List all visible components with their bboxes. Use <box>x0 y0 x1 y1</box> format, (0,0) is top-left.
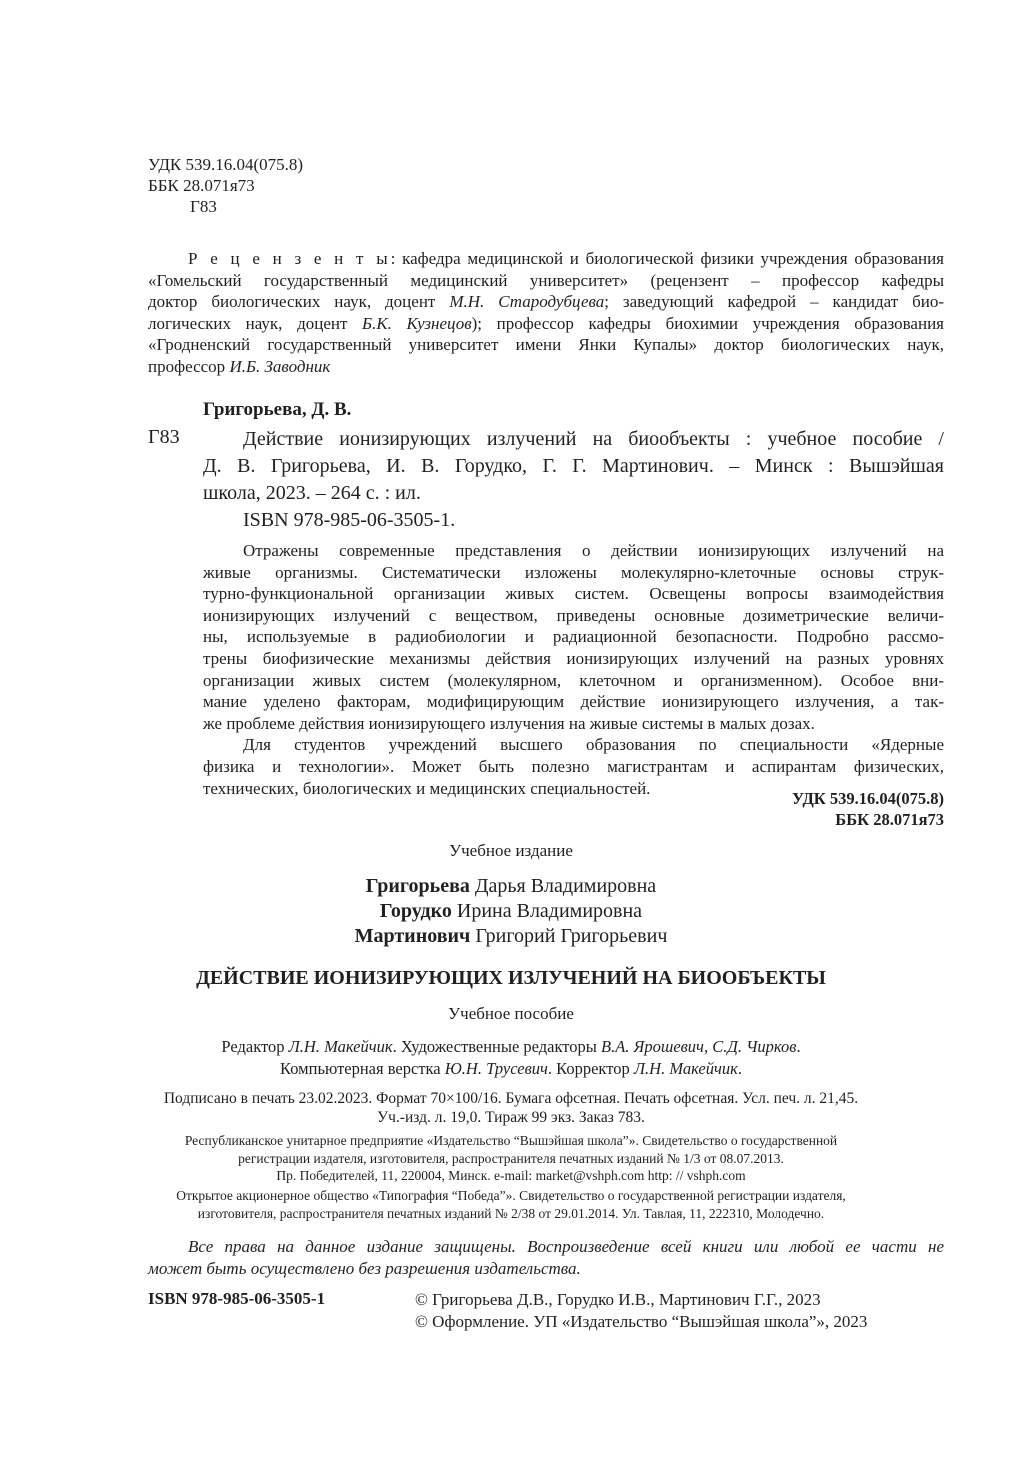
annotation-line: мание уделено факторам, модифицирующим действие ионизирующего излучения, а так- <box>203 692 944 712</box>
author-full: Григорьева Дарья Владимировна <box>365 875 657 897</box>
author-full: Горудко Ирина Владимировна <box>379 900 643 922</box>
reviewers-label: Р е ц е н з е н т ы <box>188 249 391 268</box>
annotation-line: Для студентов учреждений высшего образования по специальности «Ядерные <box>243 735 944 755</box>
udk-code: УДК 539.16.04(075.8) <box>148 155 304 174</box>
publisher-line: Пр. Победителей, 11, 220004, Минск. e-mail: market@vshph.com http: // vshph.com <box>276 1168 746 1183</box>
print-info-line: Уч.-изд. л. 19,0. Тираж 99 экз. Заказ 783. <box>377 1109 645 1126</box>
reviewers-line: профессор И.Б. Заводник <box>148 356 331 376</box>
catalog-title-block <box>203 426 944 534</box>
annotation-line: живые организмы. Систематически изложены молекулярно-клеточные основы струк- <box>203 562 944 582</box>
printer-line: изготовителя, распространителя печатных изданий № 2/38 от 29.01.2014. Ул. Тавлая, 11, 222310, Молодечно. <box>197 1205 825 1221</box>
copyright-line: © Григорьева Д.В., Горудко И.В., Мартинович Г.Г., 2023 <box>415 1290 821 1309</box>
catalog-title-line: Действие ионизирующих излучений на биообъекты : учебное пособие / <box>243 428 944 450</box>
rights-line: может быть осуществлено без разрешения издательства. <box>148 1258 581 1278</box>
reviewer-name: М.Н. Стародубцева <box>449 292 605 311</box>
book-title: ДЕЙСТВИЕ ИОНИЗИРУЮЩИХ ИЗЛУЧЕНИЙ НА БИООБЪЕКТЫ <box>196 967 826 989</box>
reviewer-name: Б.К. Кузнецов <box>362 313 472 333</box>
catalog-title-line: Д. В. Григорьева, И. В. Горудко, Г. Г. Мартинович. – Минск : Вышэйшая <box>203 455 944 477</box>
editors-line: Компьютерная верстка Ю.Н. Трусевич. Корректор Л.Н. Макейчик. <box>280 1059 742 1078</box>
annotation-line: трены биофизические механизмы действия ионизирующих излучений на разных уровнях <box>203 648 944 668</box>
index-block-right <box>792 788 944 830</box>
edition-type: Учебное издание <box>449 841 573 860</box>
reviewers-line: логических наук, доцент Б.К. Кузнецов); профессор кафедры биохимии учреждения образования <box>148 313 944 333</box>
annotation-line: ионизирующих излучений с веществом, приведены основные дозиметрические величи- <box>203 605 944 625</box>
reviewers-line: Р е ц е н з е н т ы: кафедра медицинской и биологической физики учреждения образования <box>188 249 945 268</box>
print-info-line: Подписано в печать 23.02.2023. Формат 70×100/16. Бумага офсетная. Печать офсетная. Усл. печ. л. 21,45. <box>163 1090 859 1107</box>
annotation-line: ны, используемые в радиобиологии и радиационной безопасности. Подробно рассмо- <box>203 627 944 647</box>
copyright-line: © Оформление. УП «Издательство “Вышэйшая школа”», 2023 <box>415 1312 868 1331</box>
author-mark: Г83 <box>190 197 217 216</box>
reviewer-name: И.Б. Заводник <box>229 356 331 376</box>
reviewers-line: «Гомельский государственный медицинский университет» (рецензент – профессор кафедры <box>148 270 944 290</box>
catalog-isbn: ISBN 978-985-06-3505-1. <box>243 509 456 531</box>
publisher-info <box>0 1132 1022 1185</box>
annotation-line: технических, биологических и медицинских специальностей. <box>203 778 651 798</box>
publisher-line: Республиканское унитарное предприятие «Издательство “Вышэйшая школа”». Свидетельство о государственной <box>184 1133 838 1148</box>
bbk-code: ББК 28.071я73 <box>148 176 255 195</box>
print-info <box>0 1089 1022 1127</box>
copyright-block <box>415 1289 867 1333</box>
author-full: Мартинович Григорий Григорьевич <box>354 925 668 947</box>
annotation-line: физика и технологии». Может быть полезно магистрантам и аспирантам физических, <box>203 756 944 776</box>
editors-line: Редактор Л.Н. Макейчик. Художественные редакторы В.А. Ярошевич, С.Д. Чирков. <box>221 1037 801 1056</box>
reviewers-line: «Гродненский государственный университет имени Янки Купалы» доктор биологических наук, <box>148 335 944 354</box>
annotation-line: турно-функциональной организации живых систем. Освещены вопросы взаимодействия <box>203 584 944 604</box>
printer-info <box>0 1187 1022 1222</box>
annotation-line: же проблеме действия ионизирующего излучения на живые системы в малых дозах. <box>203 713 815 733</box>
annotation-block <box>203 540 944 799</box>
rights-line: Все права на данное издание защищены. Воспроизведение всей книги или любой ее части не <box>188 1237 944 1256</box>
udk-code-right: УДК 539.16.04(075.8) <box>792 789 944 808</box>
catalog-author: Григорьева, Д. В. <box>203 399 352 420</box>
isbn-bold: ISBN 978-985-06-3505-1 <box>148 1289 326 1308</box>
book-subtype: Учебное пособие <box>448 1004 574 1023</box>
catalog-title-line: школа, 2023. – 264 с. : ил. <box>203 482 421 504</box>
rights-notice <box>148 1236 944 1279</box>
annotation-line: Отражены современные представления о действии ионизирующих излучений на <box>243 541 944 560</box>
index-block <box>148 154 303 217</box>
annotation-line: организации живых систем (молекулярном, клеточном и организменном). Особое вни- <box>203 670 944 690</box>
printer-line: Открытое акционерное общество «Типография “Победа”». Свидетельство о государственной регистрации издателя, <box>176 1188 846 1203</box>
reviewers-line: доктор биологических наук, доцент М.Н. Стародубцева; заведующий кафедрой – кандидат био- <box>148 292 944 311</box>
authors-full <box>0 874 1022 949</box>
reviewers-block <box>148 248 944 377</box>
publisher-line: регистрации издателя, изготовителя, распространителя печатных изданий № 1/3 от 08.07.2013. <box>238 1150 784 1166</box>
catalog-code: Г83 <box>148 426 180 448</box>
editors-block <box>0 1036 1022 1080</box>
bbk-code-right: ББК 28.071я73 <box>835 810 944 829</box>
